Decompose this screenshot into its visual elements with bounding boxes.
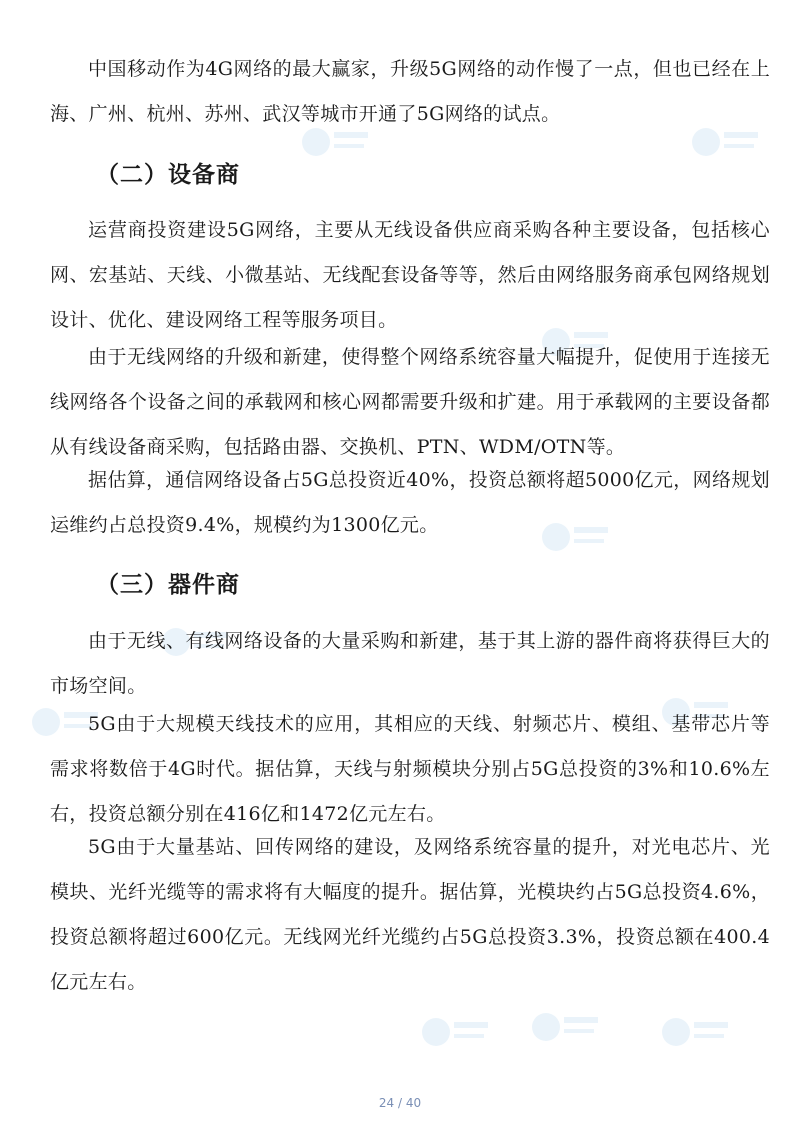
heading-equipment-vendors: （二）设备商 (96, 162, 240, 188)
watermark-logo-icon (530, 1005, 600, 1049)
watermark-logo-icon (420, 1010, 490, 1054)
paragraph-network-upgrade: 由于无线网络的升级和新建，使得整个网络系统容量大幅提升，促使用于连接无线网络各个设备之间的承载网和核心网都需要升级和扩建。用于承载网的主要设备都从有线设备商采购，包括路由器、交换机、PTN、WDM/OTN等。 (50, 346, 770, 458)
watermark-logo-icon (660, 1010, 730, 1054)
paragraph-operator-investment: 运营商投资建设5G网络，主要从无线设备供应商采购各种主要设备，包括核心网、宏基站、天线、小微基站、无线配套设备等等，然后由网络服务商承包网络规划设计、优化、建设网络工程等服务项目。 (50, 219, 770, 331)
page-number: 24 / 40 (378, 1096, 422, 1110)
paragraph-optical: 5G由于大量基站、回传网络的建设，及网络系统容量的提升，对光电芯片、光模块、光纤光缆等的需求将有大幅度的提升。据估算，光模块约占5G总投资4.6%，投资总额将超过600亿元。无线网光纤光缆约占5G总投资3.3%，投资总额在400.4亿元左右。 (50, 836, 770, 993)
heading-component-vendors: （三）器件商 (96, 572, 240, 598)
paragraph-component-market: 由于无线、有线网络设备的大量采购和新建，基于其上游的器件商将获得巨大的市场空间。 (50, 630, 770, 697)
paragraph-mobile-5g: 中国移动作为4G网络的最大赢家，升级5G网络的动作慢了一点，但也已经在上海、广州、杭州、苏州、武汉等城市开通了5G网络的试点。 (50, 58, 770, 125)
paragraph-antenna-rf: 5G由于大规模天线技术的应用，其相应的天线、射频芯片、模组、基带芯片等需求将数倍于4G时代。据估算，天线与射频模块分别占5G总投资的3%和10.6%左右，投资总额分别在416亿和1472亿元左右。 (50, 713, 770, 825)
paragraph-equipment-estimate: 据估算，通信网络设备占5G总投资近40%，投资总额将超5000亿元，网络规划运维约占总投资9.4%，规模约为1300亿元。 (50, 469, 770, 536)
